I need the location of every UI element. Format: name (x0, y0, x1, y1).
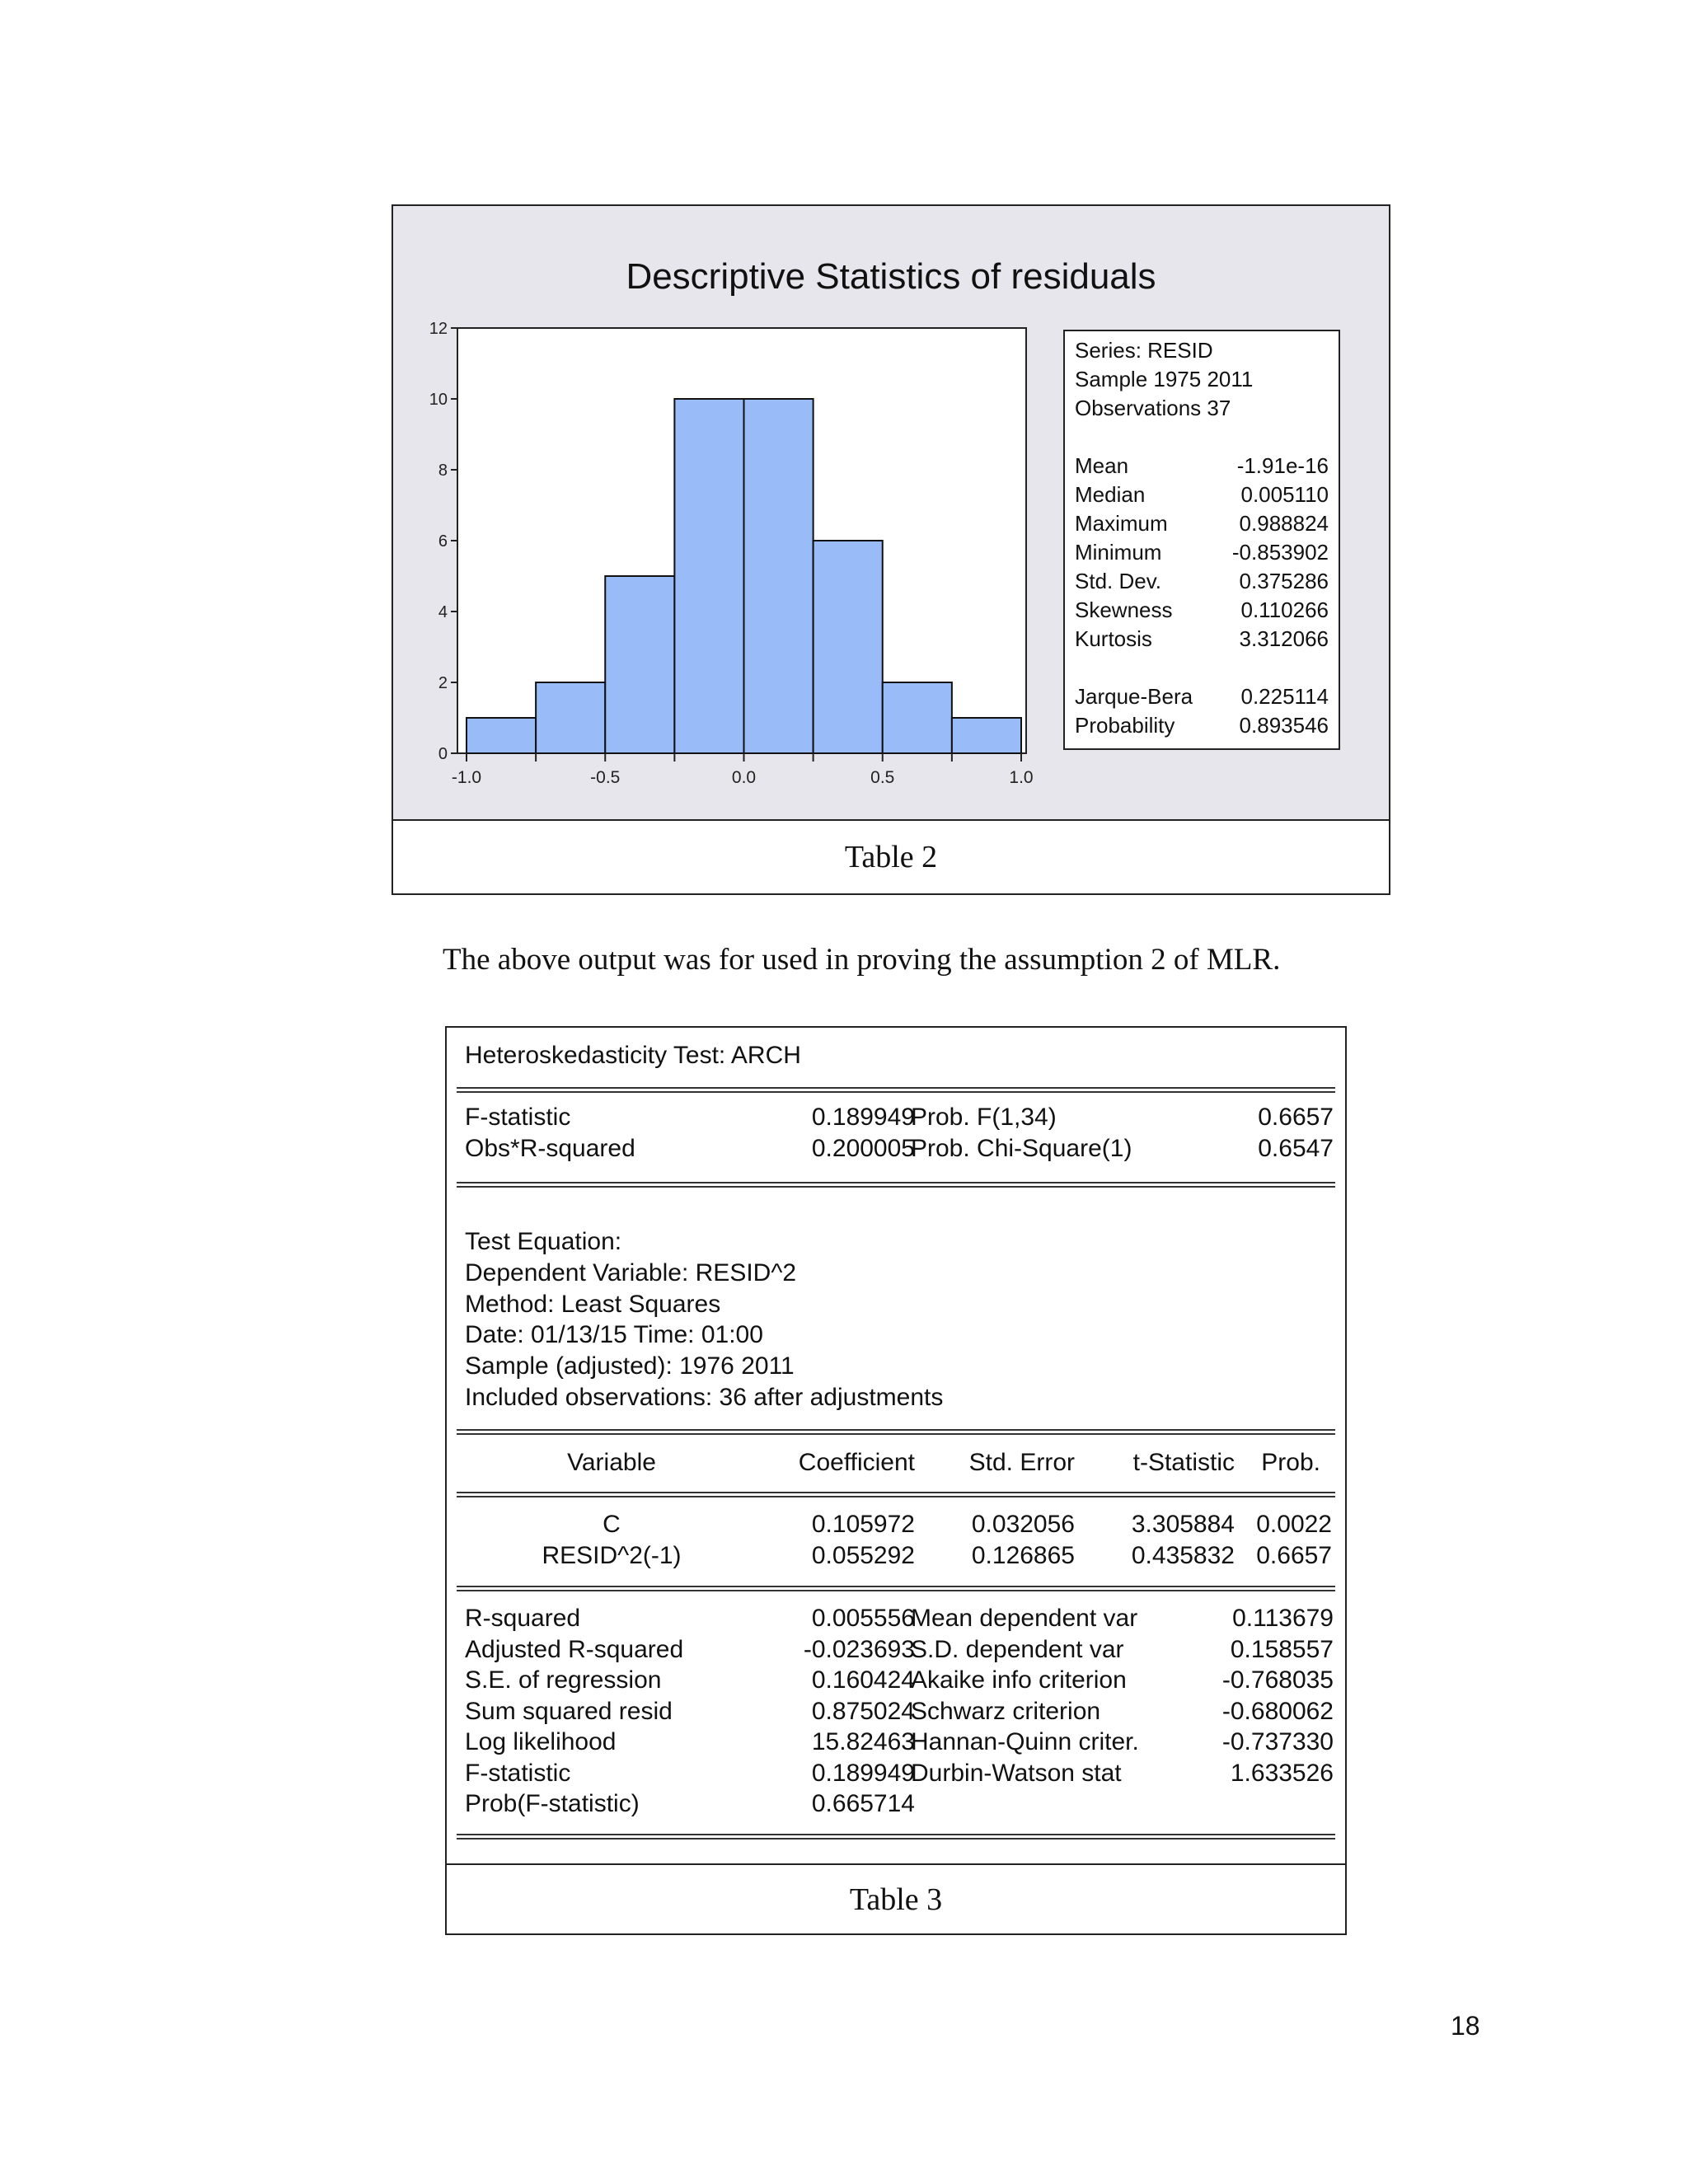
stats-label: Probability (1075, 713, 1175, 738)
test-value2: 0.6657 (1258, 1104, 1334, 1131)
chart-title: Descriptive Statistics of residuals (626, 256, 1156, 297)
stats-value: 0.893546 (1239, 713, 1329, 738)
stats-value: 0.005110 (1240, 482, 1329, 507)
page-number: 18 (1451, 2011, 1480, 2041)
summary-value: 0.005556 (811, 1605, 915, 1632)
summary-value: 15.82463 (811, 1728, 915, 1755)
histogram-bar (674, 399, 743, 753)
col-header: Variable (567, 1449, 656, 1476)
summary-value2: -0.680062 (1221, 1698, 1334, 1725)
summary-value2: 0.113679 (1232, 1605, 1334, 1632)
stats-row (1075, 625, 1329, 654)
table2-caption: Table 2 (844, 840, 938, 874)
test-value: 0.189949 (811, 1104, 915, 1131)
summary-label: Adjusted R-squared (465, 1636, 684, 1663)
coef-value: 0.105972 (811, 1511, 915, 1538)
coef-variable: C (603, 1511, 621, 1538)
test-label: Obs*R-squared (465, 1135, 635, 1162)
stats-box (1063, 330, 1340, 750)
stats-rows (1075, 452, 1329, 654)
stats-row (1075, 567, 1329, 596)
y-tick-label: 4 (438, 603, 448, 621)
summary-label2: Akaike info criterion (911, 1666, 1127, 1694)
y-tick-label: 0 (438, 745, 448, 763)
summary-label2: Durbin-Watson stat (911, 1760, 1122, 1787)
coef-variable: RESID^2(-1) (542, 1542, 682, 1569)
x-tick-label: -1.0 (451, 768, 482, 787)
histogram-bar (536, 682, 605, 753)
summary-label: F-statistic (465, 1760, 571, 1787)
divider (457, 1834, 1335, 1840)
equation-info: Test Equation: (465, 1228, 622, 1255)
test-label2: Prob. F(1,34) (911, 1104, 1057, 1131)
stats-label: Kurtosis (1075, 626, 1152, 651)
summary-value2: -0.768035 (1221, 1666, 1334, 1694)
histogram-bar (814, 541, 883, 753)
coef-prob: 0.6657 (1256, 1542, 1332, 1569)
body-paragraph: The above output was for used in proving the assumption 2 of MLR. (443, 943, 1281, 977)
divider (457, 1429, 1335, 1435)
stats-label: Skewness (1075, 598, 1173, 622)
stats-observations: Observations 37 (1075, 396, 1231, 420)
table2-figure (392, 204, 1390, 895)
stats-sample: Sample 1975 2011 (1075, 367, 1254, 391)
col-header: Prob. (1261, 1449, 1320, 1476)
histogram-bar (883, 682, 952, 753)
summary-label: S.E. of regression (465, 1666, 662, 1694)
stats-label: Maximum (1075, 511, 1168, 536)
x-tick-label: 0.5 (870, 768, 895, 787)
col-header: t-Statistic (1132, 1449, 1235, 1476)
coef-value: 0.055292 (811, 1542, 915, 1569)
equation-info: Date: 01/13/15 Time: 01:00 (465, 1321, 763, 1348)
equation-info: Method: Least Squares (465, 1291, 721, 1318)
stats-value: 3.312066 (1239, 626, 1329, 651)
table3-caption: Table 3 (849, 1882, 943, 1917)
coef-prob: 0.0022 (1256, 1511, 1332, 1538)
test-value2: 0.6547 (1258, 1135, 1334, 1162)
x-tick-label: -0.5 (590, 768, 621, 787)
stats-label: Mean (1075, 453, 1129, 478)
summary-label2: Hannan-Quinn criter. (911, 1728, 1139, 1755)
y-tick-label: 8 (438, 462, 448, 480)
stats-label: Minimum (1075, 540, 1162, 565)
summary-label2: Mean dependent var (911, 1605, 1138, 1632)
summary-label: Prob(F-statistic) (465, 1790, 640, 1817)
summary-value: 0.189949 (811, 1760, 915, 1787)
test-value: 0.200005 (811, 1135, 915, 1162)
stats-label: Jarque-Bera (1075, 684, 1193, 709)
equation-info: Sample (adjusted): 1976 2011 (465, 1352, 795, 1380)
test-label2: Prob. Chi-Square(1) (911, 1135, 1132, 1162)
coef-stderr: 0.032056 (971, 1511, 1075, 1538)
col-header: Std. Error (968, 1449, 1075, 1476)
y-tick-label: 12 (429, 320, 448, 338)
summary-value: -0.023693 (803, 1636, 915, 1663)
summary-label2: S.D. dependent var (911, 1636, 1124, 1663)
stats-series: Series: RESID (1075, 338, 1213, 363)
summary-label2: Schwarz criterion (911, 1698, 1101, 1725)
stats-row (1075, 682, 1329, 711)
stats-label: Std. Dev. (1075, 569, 1162, 593)
histogram-bar (744, 399, 814, 753)
table3 (445, 1026, 1347, 1935)
stats-value: -0.853902 (1231, 540, 1329, 565)
stats-rows-test (1075, 682, 1329, 740)
stats-row (1075, 452, 1329, 480)
coef-tstat: 3.305884 (1131, 1511, 1235, 1538)
divider (457, 1087, 1335, 1093)
y-tick-label: 10 (429, 391, 448, 409)
equation-info: Included observations: 36 after adjustments (465, 1384, 944, 1411)
table3-title: Heteroskedasticity Test: ARCH (465, 1042, 801, 1069)
stats-value: 0.375286 (1239, 569, 1329, 593)
summary-value: 0.160424 (811, 1666, 915, 1694)
stats-row (1075, 711, 1329, 740)
summary-value2: -0.737330 (1221, 1728, 1334, 1755)
coef-stderr: 0.126865 (971, 1542, 1075, 1569)
equation-info: Dependent Variable: RESID^2 (465, 1259, 797, 1286)
summary-label: Sum squared resid (465, 1698, 673, 1725)
divider (457, 1586, 1335, 1591)
stats-value: 0.110266 (1240, 598, 1329, 622)
stats-row (1075, 480, 1329, 509)
stats-row (1075, 509, 1329, 538)
summary-label: R-squared (465, 1605, 581, 1632)
y-tick-label: 6 (438, 532, 448, 551)
divider (457, 1492, 1335, 1497)
summary-label: Log likelihood (465, 1728, 617, 1755)
stats-value: 0.225114 (1240, 684, 1329, 709)
test-label: F-statistic (465, 1104, 571, 1131)
stats-row (1075, 596, 1329, 625)
stats-value: -1.91e-16 (1236, 453, 1329, 478)
x-tick-label: 0.0 (731, 768, 757, 787)
stats-row (1075, 538, 1329, 567)
divider (457, 1182, 1335, 1188)
summary-value2: 0.158557 (1230, 1636, 1334, 1663)
summary-value2: 1.633526 (1230, 1760, 1334, 1787)
stats-label: Median (1075, 482, 1146, 507)
y-tick-label: 2 (438, 674, 448, 692)
x-tick-label: 1.0 (1009, 768, 1034, 787)
histogram-bar (605, 576, 674, 753)
summary-value: 0.875024 (811, 1698, 915, 1725)
summary-value: 0.665714 (811, 1790, 915, 1817)
stats-value: 0.988824 (1239, 511, 1329, 536)
histogram-bar (467, 718, 536, 753)
histogram-bar (952, 718, 1021, 753)
col-header: Coefficient (798, 1449, 915, 1476)
coef-tstat: 0.435832 (1131, 1542, 1235, 1569)
